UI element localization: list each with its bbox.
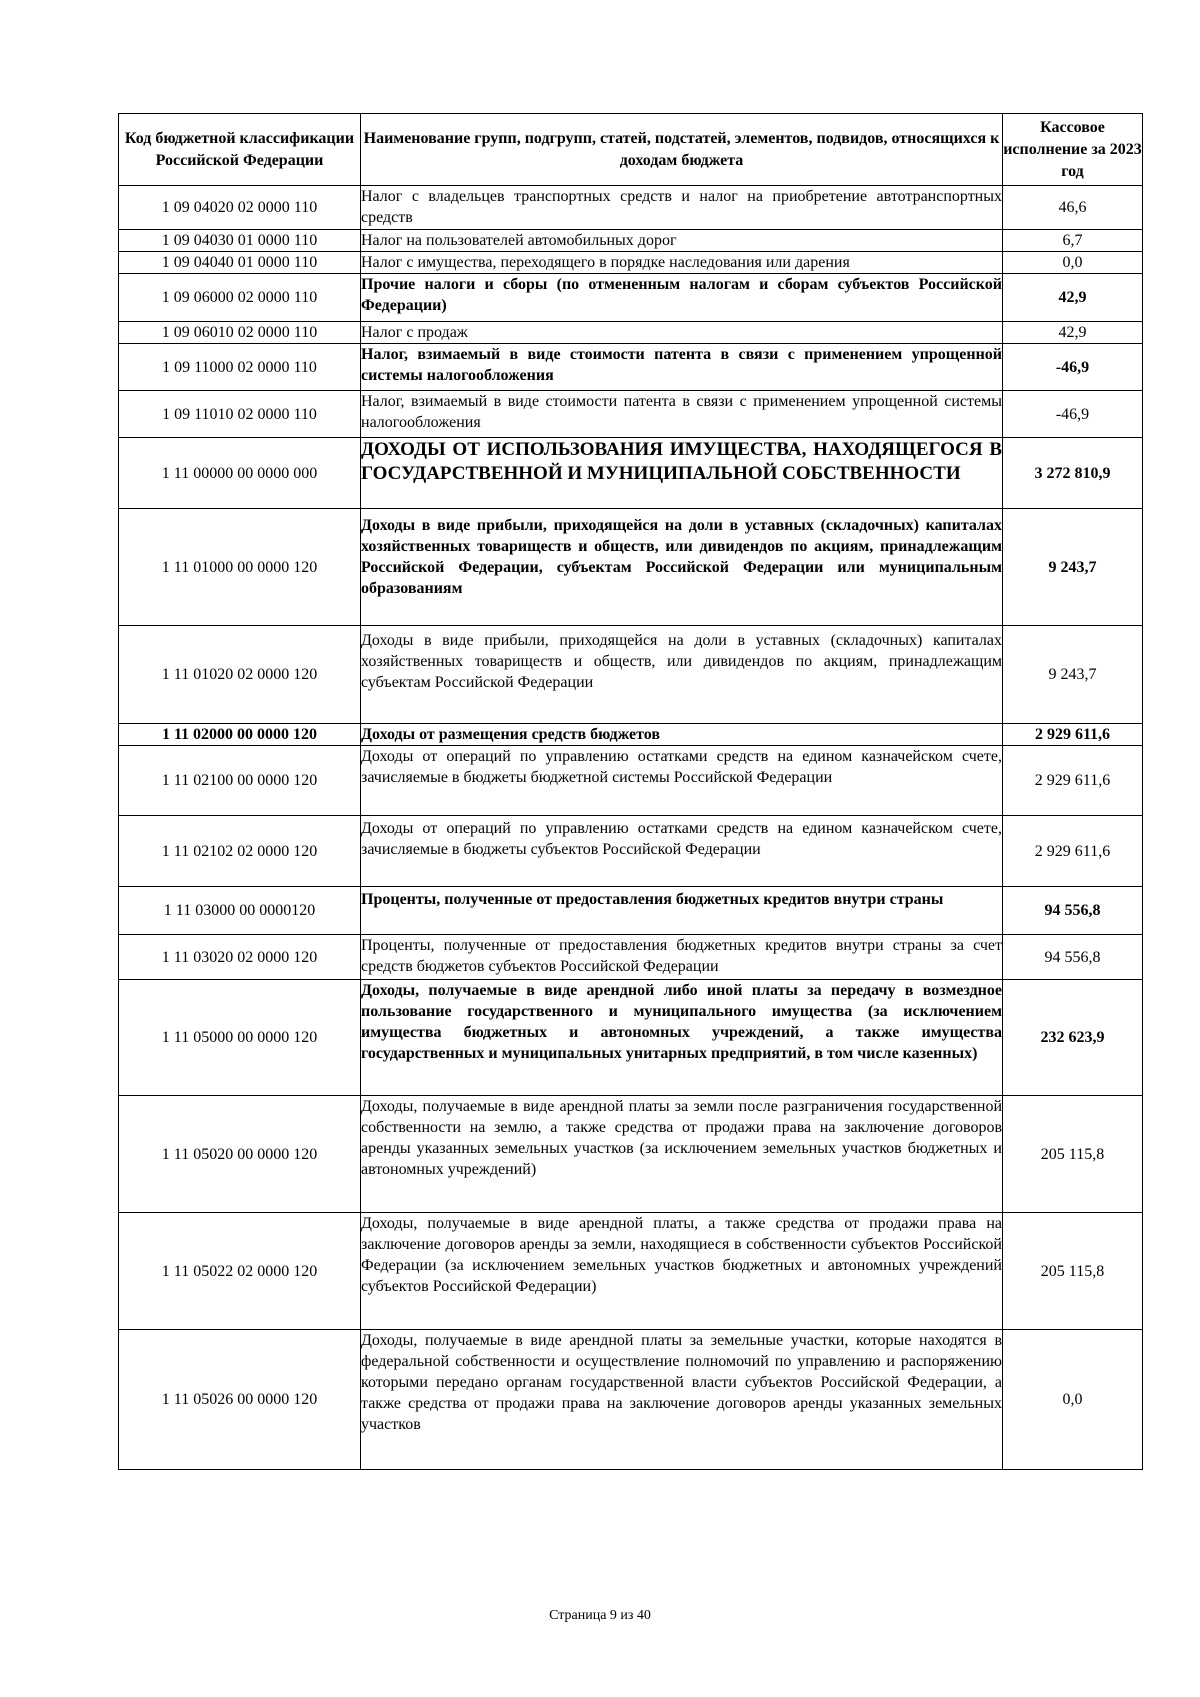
table-row — [119, 322, 1143, 344]
row-name: Налог, взимаемый в виде стоимости патента в связи с применением упрощенной системы налогообложения — [361, 344, 1003, 391]
row-name: Доходы, получаемые в виде арендной платы за земли после разграничения государственной собственности на землю, а также средства от продажи права на заключение договоров аренды указанных земельных участков (за исключением земельных участков бюджетных и автономных учреждений) — [361, 1096, 1003, 1213]
row-name: Налог с имущества, переходящего в порядке наследования или дарения — [361, 252, 1003, 274]
row-name: Доходы в виде прибыли, приходящейся на доли в уставных (складочных) капиталах хозяйственных товариществ и обществ, или дивидендов по акциям, принадлежащим Российской Федерации, субъектам Российской Федерации или муниципальным образованиям — [361, 509, 1003, 626]
table-row — [119, 935, 1143, 980]
table-row — [119, 626, 1143, 724]
row-code: 1 11 02100 00 0000 120 — [119, 746, 361, 816]
row-amount: 42,9 — [1003, 322, 1143, 344]
row-amount: 205 115,8 — [1003, 1096, 1143, 1213]
row-code: 1 09 06010 02 0000 110 — [119, 322, 361, 344]
row-amount: 232 623,9 — [1003, 980, 1143, 1096]
row-amount: -46,9 — [1003, 391, 1143, 438]
row-name: Доходы от операций по управлению остатками средств на едином казначейском счете, зачисляемые в бюджеты субъектов Российской Федерации — [361, 816, 1003, 887]
table-row — [119, 274, 1143, 322]
revenue-table — [118, 113, 1143, 1470]
table-row — [119, 186, 1143, 230]
row-name: Налог на пользователей автомобильных дорог — [361, 230, 1003, 252]
row-code: 1 11 02000 00 0000 120 — [119, 724, 361, 746]
row-code: 1 11 00000 00 0000 000 — [119, 438, 361, 509]
table-row — [119, 509, 1143, 626]
row-amount: 0,0 — [1003, 1330, 1143, 1470]
row-code: 1 11 05022 02 0000 120 — [119, 1213, 361, 1330]
row-amount: 46,6 — [1003, 186, 1143, 230]
row-amount: 9 243,7 — [1003, 626, 1143, 724]
table-row — [119, 746, 1143, 816]
table-row — [119, 344, 1143, 391]
row-code: 1 11 03020 02 0000 120 — [119, 935, 361, 980]
table-row — [119, 1330, 1143, 1470]
row-amount: 9 243,7 — [1003, 509, 1143, 626]
table-row — [119, 887, 1143, 935]
row-code: 1 09 04040 01 0000 110 — [119, 252, 361, 274]
row-code: 1 09 04020 02 0000 110 — [119, 186, 361, 230]
row-amount: 94 556,8 — [1003, 887, 1143, 935]
row-amount: 2 929 611,6 — [1003, 746, 1143, 816]
table-row — [119, 724, 1143, 746]
row-name: Доходы в виде прибыли, приходящейся на доли в уставных (складочных) капиталах хозяйственных товариществ и обществ, или дивидендов по акциям, принадлежащим субъектам Российской Федерации — [361, 626, 1003, 724]
row-code: 1 09 11010 02 0000 110 — [119, 391, 361, 438]
row-name: Налог с продаж — [361, 322, 1003, 344]
row-code: 1 11 01020 02 0000 120 — [119, 626, 361, 724]
row-code: 1 11 05026 00 0000 120 — [119, 1330, 361, 1470]
row-code: 1 09 11000 02 0000 110 — [119, 344, 361, 391]
table-row — [119, 252, 1143, 274]
row-name: Налог с владельцев транспортных средств и налог на приобретение автотранспортных средств — [361, 186, 1003, 230]
row-name: Доходы от операций по управлению остатками средств на едином казначейском счете, зачисляемые в бюджеты бюджетной системы Российской Федерации — [361, 746, 1003, 816]
row-name: Проценты, полученные от предоставления бюджетных кредитов внутри страны — [361, 887, 1003, 935]
page-number: Страница 9 из 40 — [549, 1608, 651, 1623]
table-row — [119, 1213, 1143, 1330]
row-name: Налог, взимаемый в виде стоимости патента в связи с применением упрощенной системы налогообложения — [361, 391, 1003, 438]
table-row — [119, 816, 1143, 887]
row-name: Доходы от размещения средств бюджетов — [361, 724, 1003, 746]
table-header-row — [119, 114, 1143, 186]
row-code: 1 11 01000 00 0000 120 — [119, 509, 361, 626]
row-amount: 94 556,8 — [1003, 935, 1143, 980]
row-amount: -46,9 — [1003, 344, 1143, 391]
header-amount: Кассовое исполнение за 2023 год — [1003, 114, 1143, 186]
row-name: Проценты, полученные от предоставления бюджетных кредитов внутри страны за счет средств бюджетов субъектов Российской Федерации — [361, 935, 1003, 980]
row-amount: 0,0 — [1003, 252, 1143, 274]
table-row — [119, 980, 1143, 1096]
row-amount: 42,9 — [1003, 274, 1143, 322]
table-row — [119, 438, 1143, 509]
row-amount: 3 272 810,9 — [1003, 438, 1143, 509]
row-name: Доходы, получаемые в виде арендной либо иной платы за передачу в возмездное пользование государственного и муниципального имущества (за исключением имущества бюджетных и автономных учреждений, а также имущества государственных и муниципальных унитарных предприятий, в том числе казенных) — [361, 980, 1003, 1096]
row-amount: 6,7 — [1003, 230, 1143, 252]
row-name: Доходы, получаемые в виде арендной платы за земельные участки, которые находятся в федеральной собственности и осуществление полномочий по управлению и распоряжению которыми передано органам государственной власти субъектов Российской Федерации, а также средства от продажи права на заключение договоров аренды указанных земельных участков — [361, 1330, 1003, 1470]
row-name: ДОХОДЫ ОТ ИСПОЛЬЗОВАНИЯ ИМУЩЕСТВА, НАХОДЯЩЕГОСЯ В ГОСУДАРСТВЕННОЙ И МУНИЦИПАЛЬНОЙ СОБСТВЕННОСТИ — [361, 438, 1003, 509]
header-code: Код бюджетной классификации Российской Федерации — [119, 114, 361, 186]
row-code: 1 11 05000 00 0000 120 — [119, 980, 361, 1096]
table-row — [119, 391, 1143, 438]
row-code: 1 11 05020 00 0000 120 — [119, 1096, 361, 1213]
row-amount: 205 115,8 — [1003, 1213, 1143, 1330]
row-amount: 2 929 611,6 — [1003, 816, 1143, 887]
header-name: Наименование групп, подгрупп, статей, подстатей, элементов, подвидов, относящихся к доходам бюджета — [361, 114, 1003, 186]
row-code: 1 09 04030 01 0000 110 — [119, 230, 361, 252]
row-code: 1 11 03000 00 0000120 — [119, 887, 361, 935]
row-code: 1 09 06000 02 0000 110 — [119, 274, 361, 322]
row-name: Прочие налоги и сборы (по отмененным налогам и сборам субъектов Российской Федерации) — [361, 274, 1003, 322]
row-code: 1 11 02102 02 0000 120 — [119, 816, 361, 887]
table-row — [119, 230, 1143, 252]
row-name: Доходы, получаемые в виде арендной платы, а также средства от продажи права на заключение договоров аренды за земли, находящиеся в собственности субъектов Российской Федерации (за исключением земельных участков бюджетных и автономных учреждений субъектов Российской Федерации) — [361, 1213, 1003, 1330]
table-row — [119, 1096, 1143, 1213]
row-amount: 2 929 611,6 — [1003, 724, 1143, 746]
